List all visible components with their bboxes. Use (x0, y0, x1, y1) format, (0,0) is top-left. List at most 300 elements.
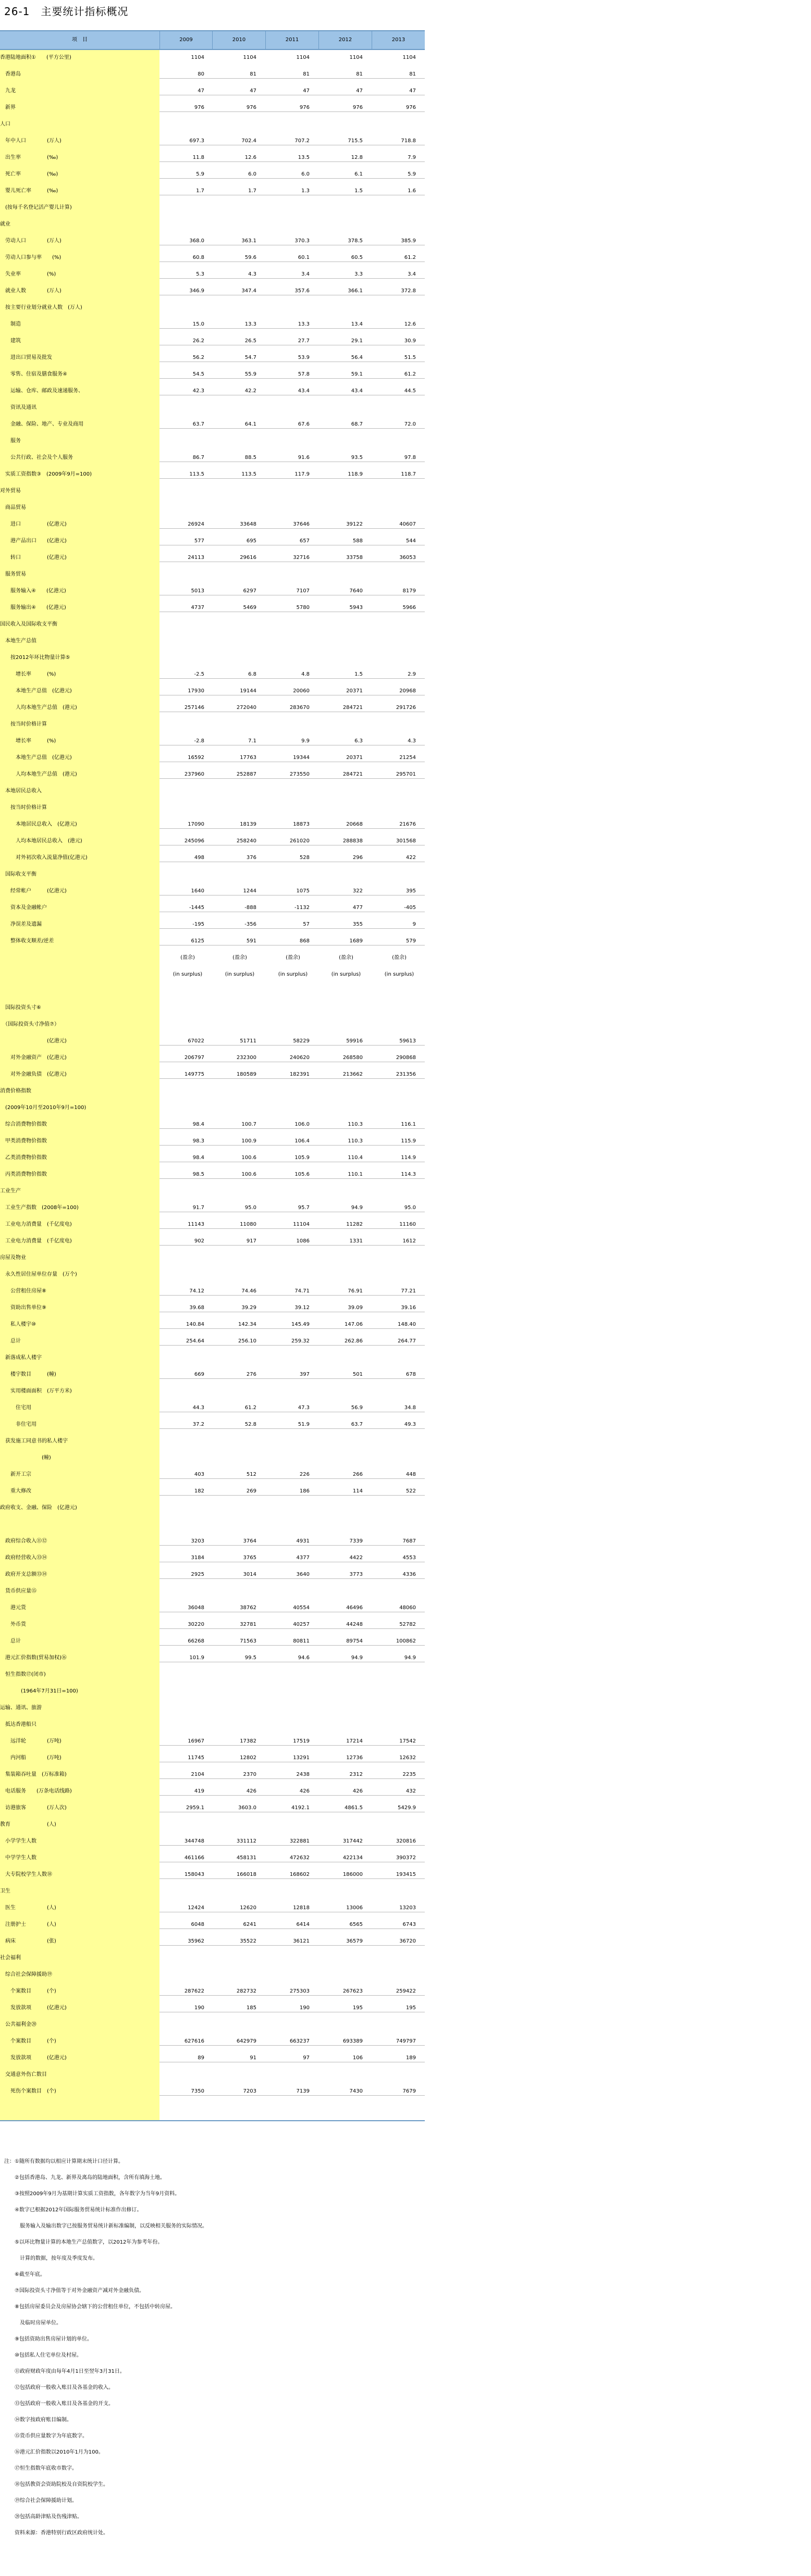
row-value: 74.71 (294, 1288, 310, 1294)
row-value: 1086 (296, 1238, 310, 1244)
row-value: 12.6 (244, 155, 256, 160)
row-value: 4931 (296, 1538, 310, 1544)
footnote: ⑳包括高龄津贴及伤残津贴。 (4, 2514, 82, 2520)
table-row (0, 1870, 425, 1880)
table-row (0, 103, 425, 113)
row-value: 81 (356, 71, 363, 77)
row-value: 32716 (293, 555, 310, 561)
row-label: 资本及金融帐户 (0, 905, 47, 911)
table-row (0, 170, 425, 179)
row-value: 591 (246, 938, 256, 944)
table-row (0, 1153, 425, 1163)
row-value: 58229 (293, 1038, 310, 1044)
table-row (0, 1653, 425, 1663)
row-value: 262.86 (345, 1338, 363, 1344)
row-value: 6241 (243, 1922, 256, 1927)
row-label: 人均本地居民总收入 (港元) (0, 838, 82, 844)
row-value: 46496 (346, 1605, 363, 1611)
table-row (0, 837, 425, 846)
row-value: 100862 (396, 1638, 416, 1644)
row-label: 丙类消费物价指数 (0, 1172, 47, 1177)
row-value: 195 (405, 2005, 416, 2011)
row-value: 182 (194, 1488, 204, 1494)
table-row (0, 437, 425, 446)
table-row (0, 1720, 425, 1729)
row-label: (亿港元) (0, 1038, 67, 1044)
row-value: 231356 (396, 1072, 416, 1077)
row-value: (盈余) (232, 955, 247, 961)
table-row (0, 1437, 425, 1446)
row-value: 426 (246, 1788, 256, 1794)
row-label: 恒生指数⑰(闭市) (0, 1672, 46, 1677)
footnote: ⑥截至年底。 (4, 2272, 45, 2278)
row-label: 总计 (0, 1638, 21, 1644)
row-value: 74.46 (241, 1288, 256, 1294)
row-value: 5966 (402, 605, 416, 611)
row-value: 110.3 (348, 1138, 363, 1144)
table-row (0, 1170, 425, 1179)
row-label: 本地居民总收入 (0, 788, 42, 794)
row-label: 进口 (亿港元) (0, 521, 67, 527)
row-value: 4422 (349, 1555, 363, 1561)
row-value: 40554 (293, 1605, 310, 1611)
table-row (0, 787, 425, 796)
row-value: 168602 (289, 1872, 310, 1877)
row-value: 252887 (236, 771, 256, 777)
row-value: 366.1 (348, 288, 363, 294)
table-row (0, 1603, 425, 1613)
row-label: 大专院校学生人数⑱ (0, 1872, 52, 1877)
row-value: 47.3 (298, 1405, 310, 1411)
footnote: ⑤以环比物量计算的本地生产总值数字，以2012年为参考年份。 (4, 2239, 163, 2245)
row-value: 11.8 (192, 155, 204, 160)
row-label: 社会福利 (0, 1955, 21, 1961)
table-row (0, 753, 425, 763)
table-row (0, 1537, 425, 1546)
row-value: 182391 (289, 1072, 310, 1077)
row-label: 国民收入及国际收支平衡 (0, 621, 57, 627)
row-value: 56.4 (351, 355, 363, 360)
row-value: 6414 (296, 1922, 310, 1927)
row-value: 5943 (349, 605, 363, 611)
row-value: 18139 (240, 822, 256, 827)
row-label: 政府经营收入⑬⑭ (0, 1555, 47, 1561)
row-label: 综合社会保障援助⑲ (0, 1972, 52, 1977)
row-value: 3184 (191, 1555, 204, 1561)
row-value: 287622 (184, 1988, 204, 1994)
row-value: 7640 (349, 588, 363, 594)
table-row (0, 1670, 425, 1679)
row-value: 93.5 (351, 455, 363, 461)
row-value: 106 (352, 2055, 363, 2061)
footnote: ⑨包括资助出售房屋计划的单位。 (4, 2336, 92, 2342)
footnote: 服务输入及输出数字已按服务贸易统计新标准编制，以反映相关服务的实际情况。 (4, 2223, 207, 2229)
table-row (0, 1937, 425, 1946)
table-row (0, 387, 425, 396)
row-value: 6048 (191, 1922, 204, 1927)
row-value: 36720 (399, 1938, 416, 1944)
row-value: 1104 (296, 55, 310, 60)
row-value: 16592 (188, 755, 204, 761)
table-row (0, 537, 425, 546)
row-value: 288838 (342, 838, 363, 844)
row-label: 小学学生人数 (0, 1838, 36, 1844)
header-2011: 2011 (265, 31, 318, 49)
row-label: 住宅用 (0, 1405, 31, 1411)
row-label: 服务贸易 (0, 571, 26, 577)
row-value: 461166 (184, 1855, 204, 1861)
table-row (0, 1553, 425, 1563)
row-value: 21254 (399, 755, 416, 761)
row-value: 17090 (188, 822, 204, 827)
row-label: 按当时价格计算 (0, 805, 47, 811)
row-value: (盈余) (392, 955, 407, 961)
row-value: 266 (352, 1472, 363, 1477)
row-value: -356 (244, 922, 256, 927)
table-row (0, 86, 425, 96)
row-value: 657 (299, 538, 310, 544)
row-value: 295701 (396, 771, 416, 777)
row-value: 113.5 (189, 471, 204, 477)
row-value: 4.8 (301, 671, 310, 677)
row-value: 81 (409, 71, 416, 77)
row-value: 301568 (396, 838, 416, 844)
row-label: 政府收支、金融、保险 (亿港元) (0, 1505, 77, 1511)
row-value: 6.1 (354, 171, 363, 177)
row-value: 240620 (289, 1055, 310, 1061)
table-row (0, 1203, 425, 1213)
row-value: 195 (352, 2005, 363, 2011)
row-value: 245096 (184, 838, 204, 844)
row-value: 47 (409, 88, 416, 94)
row-value: 110.1 (348, 1172, 363, 1177)
row-label: 建筑 (0, 338, 21, 344)
table-row (0, 2003, 425, 2013)
row-value: 2235 (402, 1772, 416, 1777)
row-value: 1075 (296, 888, 310, 894)
row-value: 4336 (402, 1572, 416, 1577)
row-value: 448 (405, 1472, 416, 1477)
row-label: 人均本地生产总值 (港元) (0, 771, 77, 777)
row-value: 577 (194, 538, 204, 544)
table-row (0, 570, 425, 579)
table-row (0, 1270, 425, 1279)
row-value: 100.6 (241, 1172, 256, 1177)
row-value: 368.0 (189, 238, 204, 244)
header-item: 项 目 (72, 37, 88, 43)
row-label: 公共行政、社会及个人服务 (0, 455, 73, 461)
row-value: 32781 (240, 1622, 256, 1627)
footnote: ⑰恒生指数年底收市数字。 (4, 2466, 77, 2471)
row-value: 39.12 (294, 1305, 310, 1311)
row-value: 426 (299, 1788, 310, 1794)
row-value: 283670 (289, 705, 310, 711)
row-label: 交通意外伤亡数目 (0, 2072, 47, 2077)
row-value: 976 (194, 105, 204, 110)
row-value: 4.3 (408, 738, 416, 744)
row-value: 702.4 (241, 138, 256, 144)
row-value: 26924 (188, 521, 204, 527)
table-row (0, 337, 425, 346)
row-value: 12802 (240, 1755, 256, 1761)
table-row (0, 987, 425, 996)
row-value: 749797 (396, 2038, 416, 2044)
row-value: 30220 (188, 1622, 204, 1627)
table-row (0, 937, 425, 946)
row-value: 257146 (184, 705, 204, 711)
table-row (0, 403, 425, 413)
row-value: -1445 (189, 905, 204, 911)
row-value: 7430 (349, 2088, 363, 2094)
row-value: 12620 (240, 1905, 256, 1911)
row-value: -2.5 (194, 671, 204, 677)
footnote: ⑭数字按政府账目编制。 (4, 2417, 72, 2423)
row-value: 2.9 (408, 671, 416, 677)
row-value: 284721 (342, 771, 363, 777)
row-value: 422 (405, 855, 416, 861)
row-value: 51.9 (298, 1422, 310, 1427)
row-value: 3640 (296, 1572, 310, 1577)
row-value: 344748 (184, 1838, 204, 1844)
row-label: 公营租住房屋⑧ (0, 1288, 46, 1294)
footnote: ⑱包括教资会资助院校及自资院校学生。 (4, 2482, 108, 2487)
row-label: 按当时价格计算 (0, 721, 47, 727)
table-row (0, 920, 425, 929)
row-label: (幢) (0, 1455, 51, 1461)
row-value: 17519 (293, 1738, 310, 1744)
row-value: 13.4 (351, 321, 363, 327)
row-value: 15.0 (192, 321, 204, 327)
row-value: 3603.0 (238, 1805, 256, 1811)
row-value: 145.49 (291, 1322, 310, 1327)
row-value: 27.7 (298, 338, 310, 344)
row-label: 发放款项 (亿港元) (0, 2055, 67, 2061)
table-row (0, 370, 425, 379)
table-row (0, 1103, 425, 1113)
table-row (0, 1737, 425, 1746)
row-value: 101.9 (189, 1655, 204, 1661)
row-value: 256.10 (238, 1338, 256, 1344)
footnote: 资料来源：香港特别行政区政府统计处。 (4, 2530, 108, 2536)
row-value: 39.29 (241, 1305, 256, 1311)
row-label: 卫生 (0, 1888, 10, 1894)
table-row (0, 637, 425, 646)
row-value: 42.2 (244, 388, 256, 394)
row-label: 总计 (0, 1338, 21, 1344)
row-value: 1.5 (354, 671, 363, 677)
table-row (0, 1120, 425, 1129)
footnote: ⑧包括房屋委员会及房屋协会辖下的公营租住单位，不包括中转房屋。 (4, 2304, 176, 2310)
row-value: 44.5 (404, 388, 416, 394)
row-value: 276 (246, 1372, 256, 1377)
table-row (0, 253, 425, 263)
row-value: 40257 (293, 1622, 310, 1627)
row-label: 资助出售单位⑨ (0, 1305, 46, 1311)
row-value: 74.12 (189, 1288, 204, 1294)
table-row (0, 1337, 425, 1346)
row-value: 71563 (240, 1638, 256, 1644)
row-value: 264.77 (398, 1338, 416, 1344)
row-value: 4861.5 (345, 1805, 363, 1811)
row-label: 经常帐户 (亿港元) (0, 888, 67, 894)
row-value: 588 (352, 538, 363, 544)
table-title: 26-1 主要统计指标概况 (4, 5, 129, 18)
table-row (0, 1853, 425, 1863)
row-value: 291726 (396, 705, 416, 711)
row-value: 77.21 (401, 1288, 416, 1294)
row-value: 6.0 (301, 171, 310, 177)
row-value: 80 (198, 71, 204, 77)
row-value: 86.7 (192, 455, 204, 461)
table-row (0, 1520, 425, 1529)
row-value: 2370 (243, 1772, 256, 1777)
row-value: 94.6 (298, 1655, 310, 1661)
table-row (0, 1953, 425, 1963)
row-label: 内河船 (万吨) (0, 1755, 62, 1761)
row-value: 5.9 (196, 171, 204, 177)
row-label: 香港陆地面积① (平方公里) (0, 55, 71, 60)
row-value: 118.7 (401, 471, 416, 477)
row-value: 1689 (349, 938, 363, 944)
row-label: 远洋轮 (万吨) (0, 1738, 62, 1744)
row-value: 76.91 (348, 1288, 363, 1294)
row-label: 香港岛 (0, 71, 21, 77)
row-label: 抵达香港船只 (0, 1722, 36, 1727)
table-row (0, 903, 425, 913)
row-value: 372.8 (401, 288, 416, 294)
table-row (0, 153, 425, 163)
row-value: 189 (405, 2055, 416, 2061)
row-value: 61.2 (404, 371, 416, 377)
table-row (0, 953, 425, 963)
row-value: 678 (405, 1372, 416, 1377)
row-label: 本地生产总值 (亿港元) (0, 688, 72, 694)
row-value: -2.8 (194, 738, 204, 744)
row-label: 非住宅用 (0, 1422, 36, 1427)
row-value: 3.3 (354, 271, 363, 277)
row-value: 60.8 (192, 255, 204, 260)
row-value: 213662 (342, 1072, 363, 1077)
row-value: 1.6 (408, 188, 416, 194)
row-value: 57 (303, 922, 310, 927)
row-value: 24113 (188, 555, 204, 561)
row-value: 1.7 (196, 188, 204, 194)
row-label: 本地居民总收入 (亿港元) (0, 822, 77, 827)
table-row (0, 853, 425, 863)
row-value: 7203 (243, 2088, 256, 2094)
row-label: 本地生产总值 (0, 638, 36, 644)
table-row (0, 1987, 425, 1996)
row-label: 出生率 (‰) (0, 155, 58, 160)
row-value: 99.5 (244, 1655, 256, 1661)
row-value: 5429.9 (398, 1805, 416, 1811)
row-label: 人口 (0, 121, 10, 127)
row-value: 544 (405, 538, 416, 544)
row-value: 89754 (346, 1638, 363, 1644)
row-label: 服务输出④ (亿港元) (0, 605, 66, 611)
row-value: 89 (198, 2055, 204, 2061)
table-row (0, 2020, 425, 2030)
row-value: 9 (412, 922, 416, 927)
row-label: 按2012年环比物量计算⑤ (0, 655, 70, 661)
row-label: 工业生产指数 (2008年=100) (0, 1205, 79, 1211)
row-value: 54.5 (192, 371, 204, 377)
table-row (0, 237, 425, 246)
row-label: 劳动人口参与率 (%) (0, 255, 62, 260)
row-value: 100.9 (241, 1138, 256, 1144)
table-row (0, 70, 425, 79)
row-value: 902 (194, 1238, 204, 1244)
table-row (0, 720, 425, 729)
row-value: 976 (299, 105, 310, 110)
table-row (0, 53, 425, 63)
row-value: 114.3 (401, 1172, 416, 1177)
table-row (0, 687, 425, 696)
row-value: (盈余) (180, 955, 195, 961)
row-value: 37.2 (192, 1422, 204, 1427)
row-value: 501 (352, 1372, 363, 1377)
row-label: 国际投资头寸⑥ (0, 1005, 41, 1011)
row-value: 43.4 (351, 388, 363, 394)
row-label: 新落成私人楼宇 (0, 1355, 42, 1361)
table-row (0, 1920, 425, 1930)
row-value: 528 (299, 855, 310, 861)
row-value: 7679 (402, 2088, 416, 2094)
row-value: 106.4 (294, 1138, 310, 1144)
row-value: 35962 (188, 1938, 204, 1944)
table-bottom-border (0, 2120, 425, 2121)
row-value: 695 (246, 538, 256, 544)
row-value: 259.32 (291, 1338, 310, 1344)
row-value: 385.9 (401, 238, 416, 244)
row-value: 140.84 (186, 1322, 204, 1327)
table-header (0, 30, 425, 50)
row-value: 232300 (236, 1055, 256, 1061)
table-row (0, 203, 425, 213)
row-value: 284721 (342, 705, 363, 711)
row-value: 60.5 (351, 255, 363, 260)
footnote: ⑪政府财政年度由每年4月1日至翌年3月31日。 (4, 2369, 125, 2374)
row-value: 12.8 (351, 155, 363, 160)
row-label: 实用楼面面积 (万平方米) (0, 1388, 72, 1394)
row-label: 转口 (亿港元) (0, 555, 67, 561)
row-label: 金融、保险、地产、专业及商用 (0, 421, 83, 427)
table-row (0, 1320, 425, 1329)
row-value: 6125 (191, 938, 204, 944)
row-value: 95.0 (244, 1205, 256, 1211)
row-value: 19344 (293, 755, 310, 761)
row-label: 乙类消费物价指数 (0, 1155, 47, 1161)
table-row (0, 1837, 425, 1846)
table-row (0, 870, 425, 879)
row-value: 512 (246, 1472, 256, 1477)
row-value: 12.6 (404, 321, 416, 327)
row-value: 718.8 (401, 138, 416, 144)
row-label: 新界 (0, 105, 16, 110)
row-value: 48060 (399, 1605, 416, 1611)
row-value: 3.4 (408, 271, 416, 277)
table-row (0, 2087, 425, 2096)
row-value: 20060 (293, 688, 310, 694)
table-row (0, 1070, 425, 1079)
row-value: 669 (194, 1372, 204, 1377)
footnote: ③按照2009年9月为基期计算实质工资指数，各年数字为当年9月资料。 (4, 2191, 180, 2197)
row-value: 1331 (349, 1238, 363, 1244)
row-value: 67.6 (298, 421, 310, 427)
table-row (0, 2070, 425, 2080)
row-value: 52782 (399, 1622, 416, 1627)
row-value: 397 (299, 1372, 310, 1377)
